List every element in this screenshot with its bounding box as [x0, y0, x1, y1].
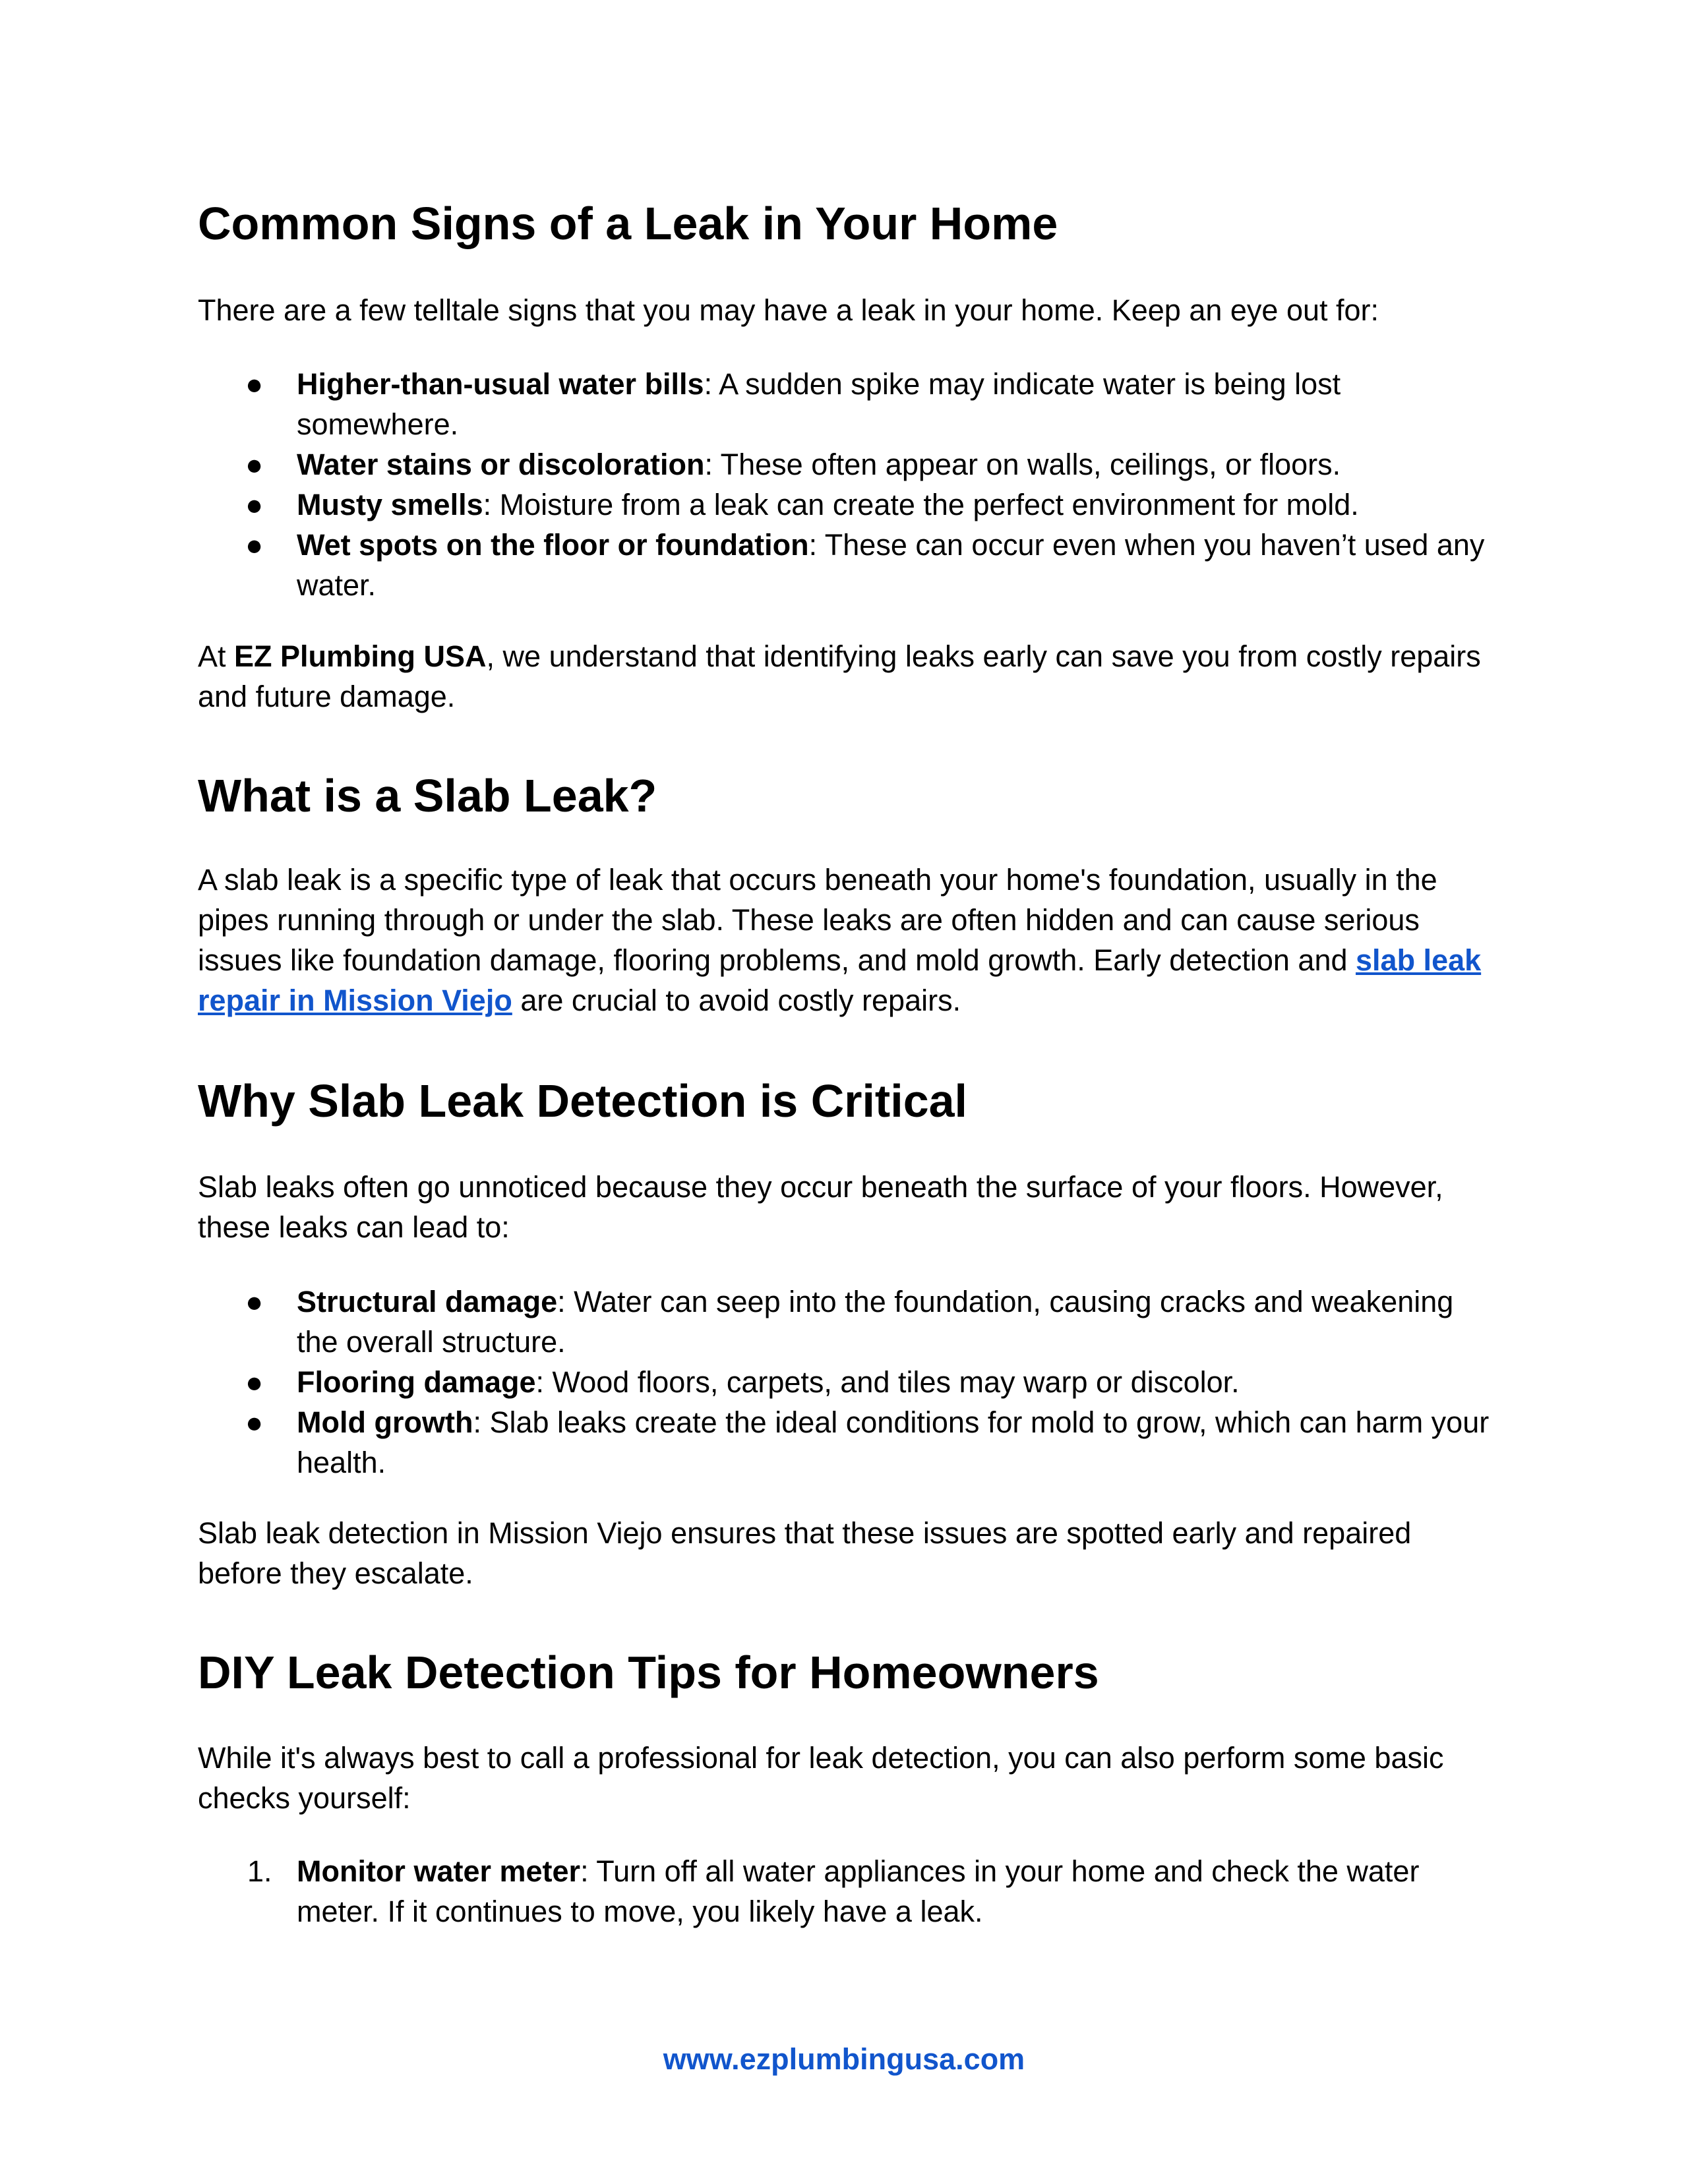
- list-item: [198, 525, 1490, 605]
- list-item-title: Structural damage: [297, 1285, 558, 1318]
- paragraph-intro-detection: Slab leaks often go unnoticed because they occur beneath the surface of your floors. However, these leaks can lead to:: [198, 1170, 1443, 1244]
- bullet-icon: ●: [245, 367, 264, 401]
- list-item-text: : These often appear on walls, ceilings, or floors.: [704, 448, 1341, 481]
- list-item: [198, 444, 1490, 485]
- list-item-text: : Water can seep into the foundation, causing cracks and weakening the overall structure.: [297, 1285, 1454, 1359]
- list-item-title: Water stains or discoloration: [297, 448, 705, 481]
- list-item-text: : Moisture from a leak can create the perfect environment for mold.: [483, 488, 1359, 521]
- bullet-icon: ●: [245, 488, 264, 521]
- list-item-title: Monitor water meter: [297, 1854, 581, 1888]
- list-item-text: : Wood floors, carpets, and tiles may warp or discolor.: [535, 1365, 1240, 1399]
- heading-diy-tips: DIY Leak Detection Tips for Homeowners: [198, 1647, 1099, 1698]
- link-slab-leak-repair[interactable]: slab leak repair in Mission Viejo: [198, 943, 1482, 1017]
- company-name: EZ Plumbing USA: [234, 639, 487, 673]
- bullet-icon: ●: [245, 1405, 264, 1439]
- list-item: [198, 364, 1490, 444]
- list-item: [198, 1362, 1490, 1402]
- list-item: [198, 1282, 1490, 1362]
- list-diy-steps: [198, 1851, 1490, 1932]
- heading-common-signs: Common Signs of a Leak in Your Home: [198, 198, 1058, 249]
- list-item: [198, 1851, 1490, 1932]
- paragraph-detection-closing: Slab leak detection in Mission Viejo ensures that these issues are spotted early and repaired before they escalate.: [198, 1516, 1412, 1590]
- list-item-text: : These can occur even when you haven’t used any water.: [297, 528, 1485, 602]
- list-item-title: Wet spots on the floor or foundation: [297, 528, 809, 562]
- list-item-text: : Turn off all water appliances in your home and check the water meter. If it continues to move, you likely have a leak.: [297, 1854, 1420, 1928]
- paragraph-intro-diy: While it's always best to call a professional for leak detection, you can also perform some basic checks yourself:: [198, 1741, 1444, 1815]
- paragraph-ez-plumbing: [198, 636, 1490, 717]
- list-item-text: : A sudden spike may indicate water is being lost somewhere.: [297, 367, 1341, 441]
- list-slab-leak-damage: [198, 1282, 1490, 1483]
- bullet-icon: ●: [245, 448, 264, 481]
- list-item-title: Higher-than-usual water bills: [297, 367, 704, 401]
- paragraph-slab-leak: [198, 860, 1490, 1020]
- bullet-icon: ●: [245, 1365, 264, 1399]
- list-item: [198, 1402, 1490, 1483]
- list-leak-signs: [198, 364, 1490, 605]
- bullet-icon: ●: [245, 528, 264, 562]
- bullet-icon: ●: [245, 1285, 264, 1318]
- step-number: 1.: [247, 1854, 272, 1888]
- list-item-title: Mold growth: [297, 1405, 473, 1439]
- list-item-title: Musty smells: [297, 488, 483, 521]
- heading-why-detection-critical: Why Slab Leak Detection is Critical: [198, 1075, 967, 1127]
- text-fragment: At: [198, 639, 235, 673]
- heading-what-is-slab-leak: What is a Slab Leak?: [198, 770, 657, 821]
- text-fragment: A slab leak is a specific type of leak that occurs beneath your home's foundation, usually in the pipes running through or under the slab. These leaks are often hidden and can cause serious issues like foundation damage, flooring problems, and mold growth. Early detection and: [198, 863, 1437, 977]
- list-item-text: : Slab leaks create the ideal conditions for mold to grow, which can harm your health.: [297, 1405, 1490, 1479]
- paragraph-intro-signs: There are a few telltale signs that you may have a leak in your home. Keep an eye out for:: [198, 293, 1379, 327]
- list-item-title: Flooring damage: [297, 1365, 536, 1399]
- text-fragment: , we understand that identifying leaks early can save you from costly repairs and future damage.: [198, 639, 1481, 713]
- list-item: [198, 485, 1490, 525]
- footer-website-url[interactable]: www.ezplumbingusa.com: [663, 2042, 1025, 2076]
- text-fragment: are crucial to avoid costly repairs.: [512, 984, 961, 1017]
